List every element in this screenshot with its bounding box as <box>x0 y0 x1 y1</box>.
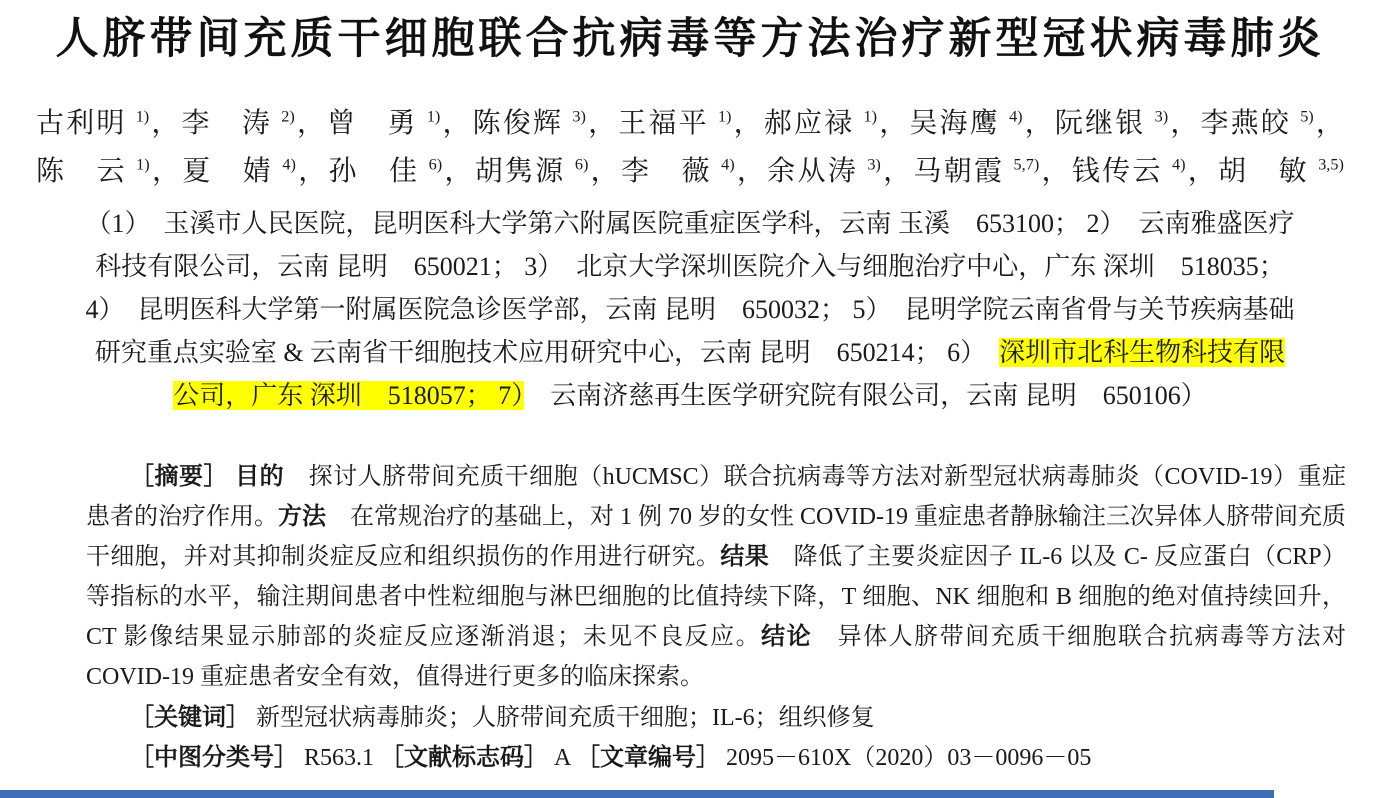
authors-line-2 <box>36 148 1344 196</box>
text-segment: ，余从涛 <box>734 156 868 187</box>
author-superscript: 6) <box>574 155 589 174</box>
text-segment: ，钱传云 <box>1039 156 1172 187</box>
text-segment: 4） 昆明医科大学第一附属医院急诊医学部，云南 昆明 650032； 5） 昆明学院云南省骨与关节疾病基础 <box>85 295 1295 324</box>
author-superscript: 4) <box>1171 155 1186 174</box>
affiliations <box>18 202 1362 417</box>
author-superscript: 1) <box>135 107 150 126</box>
author-superscript: 4) <box>721 155 735 174</box>
keywords-line <box>130 698 1346 738</box>
affiliation-line-5 <box>18 374 1362 417</box>
text-segment: ，胡 敏 <box>1185 156 1319 187</box>
author-superscript: 3) <box>867 155 881 174</box>
text-segment: ，李 薇 <box>588 156 722 187</box>
text-segment: ， <box>1313 108 1344 139</box>
text-segment: 结果 <box>720 543 770 570</box>
affiliation-line-3 <box>18 288 1362 331</box>
text-segment: ，曾 勇 <box>294 108 427 139</box>
text-segment: ［中图分类号］ <box>130 744 298 771</box>
author-superscript: 4) <box>282 155 296 174</box>
paper-page <box>0 12 1380 778</box>
text-segment: 结论 <box>761 623 813 650</box>
affiliation-line-2 <box>18 245 1362 288</box>
text-segment: 降低了主要炎症因子 IL-6 以及 C- 反应蛋白（CRP）等指标的水平，输注期间患者中性粒细胞与淋巴细胞的比值持续下降，T 细胞、NK 细胞和 B 细胞的绝对值持续回升，CT 影像结果显示肺部的炎症反应逐渐消退；未见不良反应。 <box>86 544 1347 650</box>
text-segment: ［关键词］ <box>130 704 250 731</box>
text-segment: ，陈俊辉 <box>440 108 573 139</box>
author-superscript: 6) <box>428 155 443 174</box>
text-segment: 云南济慈再生医学研究院有限公司，云南 昆明 650106） <box>524 381 1207 410</box>
text-segment: ，胡隽源 <box>442 156 575 187</box>
classification-line <box>130 738 1346 778</box>
author-superscript: 3) <box>1154 107 1169 126</box>
text-segment: A <box>548 745 577 771</box>
text-segment: ，阮继银 <box>1022 108 1155 139</box>
author-superscript: 1) <box>863 107 878 126</box>
footer-bar <box>0 790 1274 798</box>
text-segment: （1） 玉溪市人民医院，昆明医科大学第六附属医院重症医学科，云南 玉溪 653100； 2） 云南雅盛医疗 <box>85 209 1295 238</box>
text-segment: 科技有限公司，云南 昆明 650021； 3） 北京大学深圳医院介入与细胞治疗中心，广东 深圳 518035； <box>95 252 1285 281</box>
highlighted-text: 深圳市北科生物科技有限 <box>999 338 1286 367</box>
author-superscript: 3) <box>572 107 586 126</box>
author-list <box>36 100 1344 196</box>
text-segment: ，马朝霞 <box>880 156 1014 187</box>
text-segment: ，李 涛 <box>149 108 282 139</box>
text-segment: ［文献标志码］ <box>380 744 549 771</box>
author-superscript: 1) <box>136 155 150 174</box>
text-segment: 方法 <box>278 503 326 530</box>
text-segment: 陈 云 <box>36 156 137 187</box>
text-segment: 目的 <box>235 463 285 490</box>
abstract-paragraph <box>86 457 1346 697</box>
text-segment: ，孙 佳 <box>295 156 429 187</box>
text-segment: ［文章编号］ <box>576 744 721 771</box>
text-segment: 在常规治疗的基础上，对 1 例 70 岁的女性 COVID-19 重症患者静脉输注三次异体人脐带间充质干细胞，并对其抑制炎症反应和组织损伤的作用进行研究。 <box>86 504 1346 570</box>
text-segment: R563.1 <box>298 745 381 771</box>
author-superscript: 5,7) <box>1013 155 1040 174</box>
text-segment: ，夏 婧 <box>149 156 283 187</box>
text-segment: 2095－610X（2020）03－0096－05 <box>720 745 1092 771</box>
text-segment: 古利明 <box>36 108 136 139</box>
text-segment: ［摘要］ <box>130 463 236 490</box>
author-superscript: 3,5) <box>1318 155 1344 174</box>
highlighted-text: 公司，广东 深圳 518057； 7） <box>173 381 525 410</box>
author-superscript: 1) <box>426 107 441 126</box>
text-segment: 研究重点实验室 & 云南省干细胞技术应用研究中心，云南 昆明 650214； 6） <box>94 338 1000 367</box>
author-superscript: 2) <box>281 107 295 126</box>
affiliation-line-4 <box>18 331 1362 374</box>
authors-line-1 <box>36 100 1344 148</box>
text-segment: ，李燕皎 <box>1168 108 1301 139</box>
affiliation-line-1 <box>18 202 1362 245</box>
text-segment: 新型冠状病毒肺炎；人脐带间充质干细胞；IL-6；组织修复 <box>250 705 875 731</box>
text-segment: 探讨人脐带间充质干细胞（hUCMSC）联合抗病毒等方法对新型冠状病毒肺炎（COVID-19）重症患者的治疗作用。 <box>86 464 1347 530</box>
page-title: 人脐带间充质干细胞联合抗病毒等方法治疗新型冠状病毒肺炎 <box>55 15 1325 63</box>
text-segment: ，吴海鹰 <box>877 108 1010 139</box>
author-superscript: 5) <box>1300 107 1314 126</box>
text-segment: ，郝应禄 <box>731 108 864 139</box>
text-segment: ，王福平 <box>585 108 718 139</box>
author-superscript: 4) <box>1009 107 1023 126</box>
text-segment: 异体人脐带间充质干细胞联合抗病毒等方法对 COVID-19 重症患者安全有效，值得进行更多的临床探索。 <box>86 624 1347 690</box>
author-superscript: 1) <box>717 107 732 126</box>
